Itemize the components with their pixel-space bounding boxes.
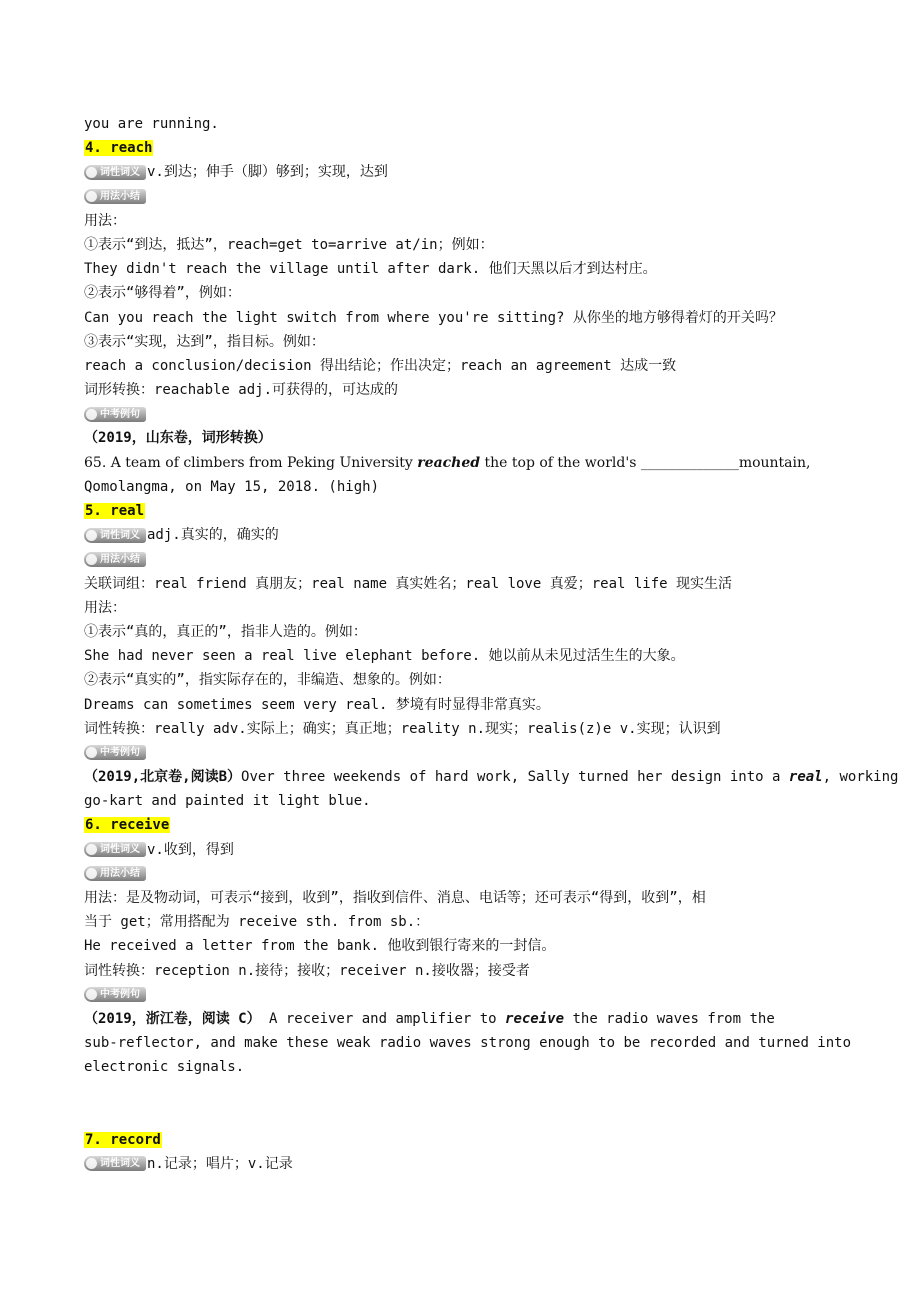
meaning-line [84, 838, 896, 862]
usage-badge: 用法小结 [84, 552, 146, 567]
usage-example: Dreams can sometimes seem very real. 梦境有时显得非常真实。 [84, 696, 550, 713]
exam-keyword: real [788, 769, 823, 786]
usage-badge: 用法小结 [84, 866, 146, 881]
entry-heading-record [84, 1128, 896, 1152]
meaning-line [84, 1152, 896, 1176]
document-page [84, 112, 899, 1176]
exam-sentence-cont: go-kart and painted it light blue. [84, 793, 371, 810]
heading-highlight: 5. real [85, 503, 145, 519]
exam-source: （2019，浙江卷，阅读 C） [84, 1010, 261, 1027]
heading-highlight: 4. reach [85, 140, 153, 157]
usage-item: ①表示“到达，抵达”，reach=get to=arrive at/in；例如： [84, 236, 494, 253]
usage-item: ②表示“够得着”，例如： [84, 285, 241, 302]
entry-heading-real [84, 499, 896, 523]
usage-badge-line [84, 185, 896, 209]
meaning-line [84, 523, 896, 547]
usage-example: Can you reach the light switch from where you're sitting? 从你坐的地方够得着灯的开关吗？ [84, 309, 783, 326]
meaning-badge: 词性词义 [84, 842, 146, 857]
meaning-text: v.收到，得到 [147, 841, 234, 858]
exam-sentence-cont: Qomolangma, on May 15, 2018. (high) [84, 478, 380, 495]
heading-highlight: 7. record [85, 1131, 161, 1148]
word-conversion: 词性转换：really adv.实际上；确实；真正地；reality n.现实；realis(z)e v.实现；认识到 [84, 720, 721, 737]
usage-item: ③表示“实现，达到”，指目标。例如： [84, 333, 325, 350]
heading-highlight: 6. receive [85, 817, 170, 834]
exam-sentence: 65. A team of climbers from Peking University reached the top of the world's ______________mountain, [84, 454, 811, 471]
exam-keyword: reached [417, 454, 481, 471]
spacer [84, 1080, 896, 1128]
usage-label: 用法： [84, 599, 126, 616]
exam-sentence-cont: sub-reflector, and make these weak radio waves strong enough to be recorded and turned into [84, 1035, 852, 1052]
meaning-text: v.到达；伸手（脚）够到；实现，达到 [147, 164, 388, 181]
example-badge-line [84, 983, 896, 1007]
meaning-text: adj.真实的，确实的 [147, 527, 279, 544]
usage-badge-line [84, 547, 896, 571]
exam-sentence: （2019，浙江卷，阅读 C） A receiver and amplifier to receive the radio waves from the [84, 1010, 775, 1027]
meaning-badge: 词性词义 [84, 1156, 146, 1171]
meaning-badge: 词性词义 [84, 528, 146, 543]
usage-item: ①表示“真的，真正的”，指非人造的。例如： [84, 623, 367, 640]
meaning-badge: 词性词义 [84, 165, 146, 180]
usage-badge: 用法小结 [84, 189, 146, 204]
usage-item: ②表示“真实的”，指实际存在的，非编造、想象的。例如： [84, 672, 451, 689]
exam-sentence: （2019,北京卷,阅读B）Over three weekends of hard work, Sally turned her design into a real, working [84, 769, 899, 786]
usage-label: 用法： [84, 212, 126, 229]
meaning-text: n.记录；唱片；v.记录 [147, 1155, 293, 1172]
exam-example-badge: 中考例句 [84, 407, 146, 422]
example-badge-line [84, 402, 896, 426]
text-line: you are running. [84, 116, 219, 132]
usage-text: 用法：是及物动词，可表示“接到，收到”，指收到信件、消息、电话等；还可表示“得到，收到”，相 [84, 890, 706, 906]
exam-source: （2019,北京卷,阅读B） [84, 769, 242, 786]
exam-sentence-cont: electronic signals. [84, 1059, 245, 1076]
exam-example-badge: 中考例句 [84, 745, 146, 760]
related-phrases: 关联词组：real friend 真朋友；real name 真实姓名；real love 真爱；real life 现实生活 [84, 575, 733, 592]
exam-example-badge: 中考例句 [84, 987, 146, 1002]
word-conversion: 词形转换：reachable adj.可获得的，可达成的 [84, 382, 399, 399]
usage-badge-line [84, 862, 896, 886]
entry-heading-reach [84, 136, 896, 160]
word-conversion: 词性转换：reception n.接待；接收；receiver n.接收器；接受者 [84, 962, 530, 979]
meaning-line [84, 160, 896, 184]
usage-example: reach a conclusion/decision 得出结论；作出决定；reach an agreement 达成一致 [84, 357, 677, 374]
exam-source: （2019，山东卷，词形转换） [84, 430, 272, 447]
usage-example: They didn't reach the village until after dark. 他们天黑以后才到达村庄。 [84, 261, 657, 278]
example-badge-line [84, 741, 896, 765]
usage-text-cont: 当于 get；常用搭配为 receive sth. from sb.： [84, 914, 430, 931]
usage-example: She had never seen a real live elephant before. 她以前从未见过活生生的大象。 [84, 648, 685, 665]
usage-example: He received a letter from the bank. 他收到银行寄来的一封信。 [84, 938, 556, 955]
entry-heading-receive [84, 813, 896, 837]
exam-keyword: receive [505, 1010, 565, 1027]
